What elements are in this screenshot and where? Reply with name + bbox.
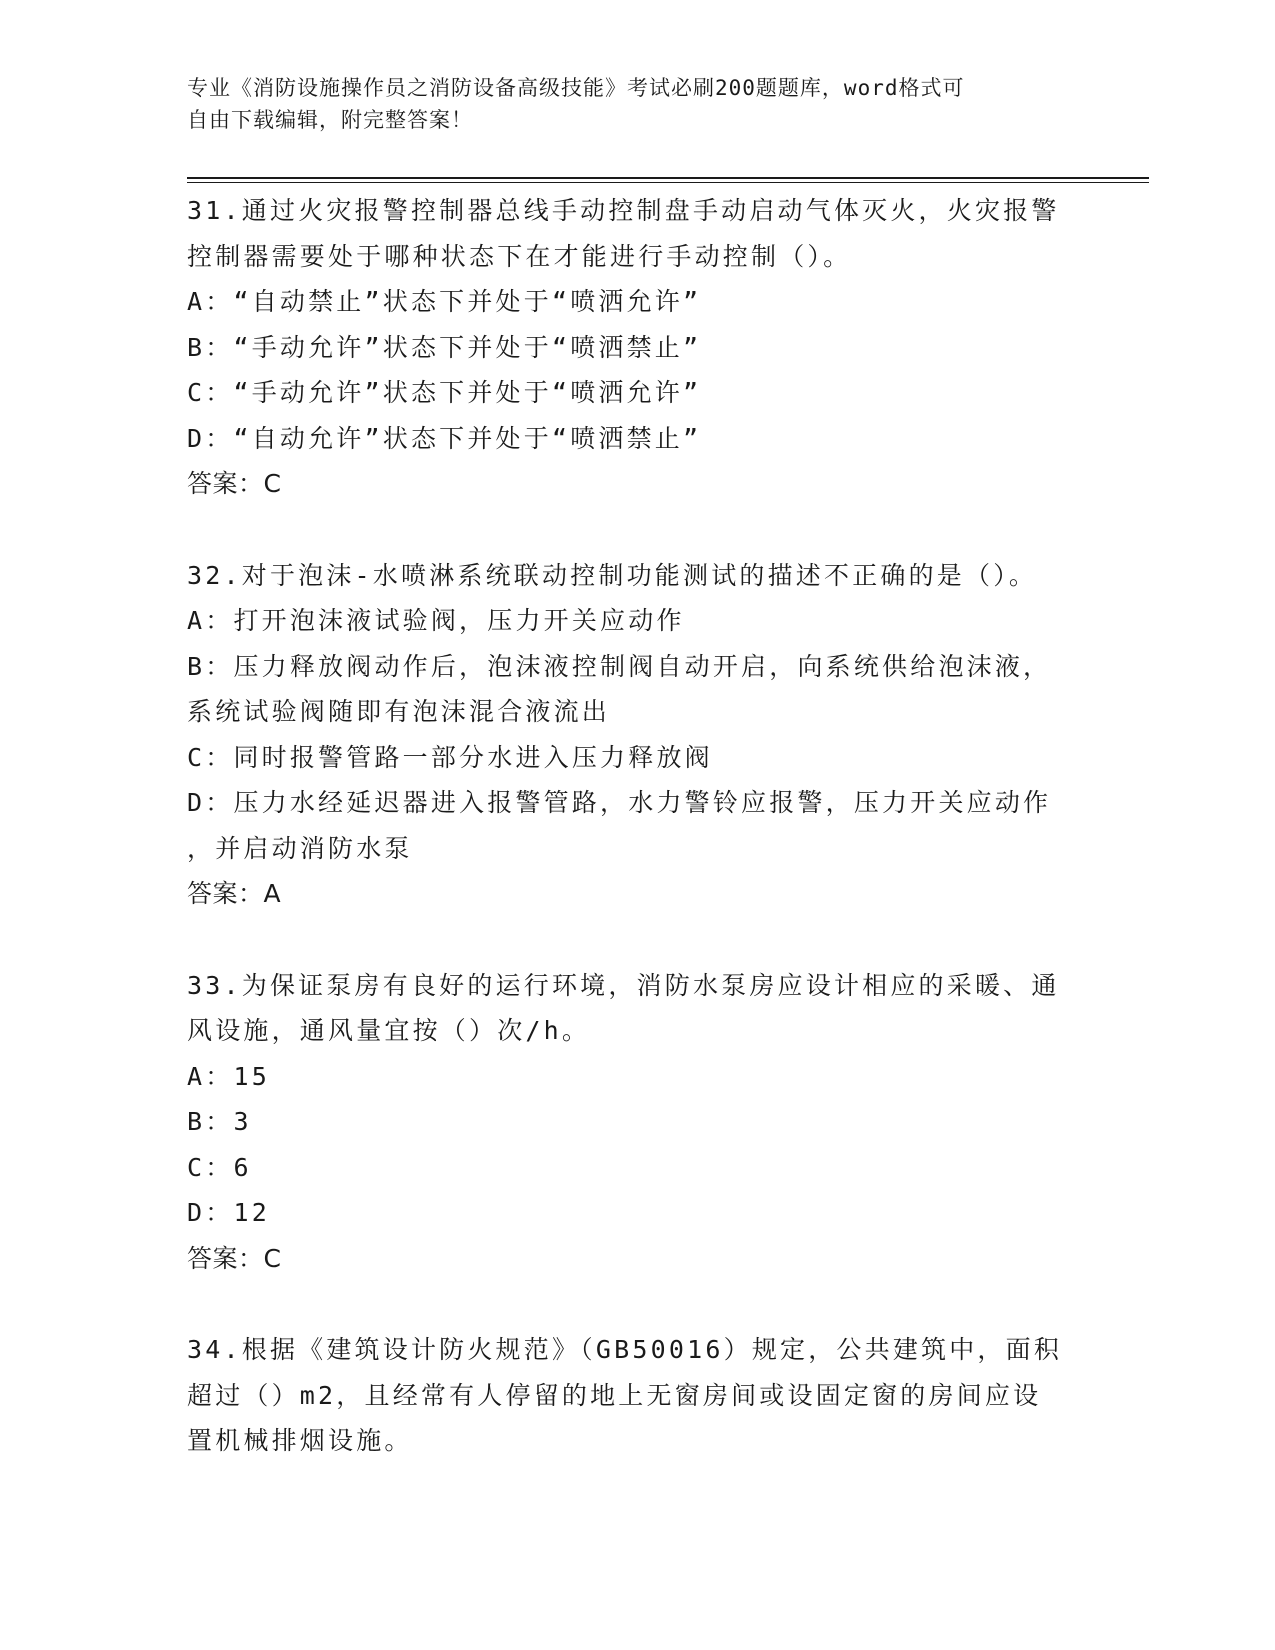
option-a: A：15 — [187, 1061, 270, 1091]
option-a: A：“自动禁止”状态下并处于“喷洒允许” — [187, 287, 702, 316]
question-stem-line: 34.根据《建筑设计防火规范》（GB50016）规定，公共建筑中，面积 — [187, 1335, 1063, 1364]
option-c: C：同时报警管路一部分水进入压力释放阀 — [187, 742, 713, 772]
question-31 — [187, 188, 1087, 507]
answer-line: 答案：A — [187, 879, 282, 908]
answer-line: 答案：C — [187, 1243, 282, 1273]
option-d: D：12 — [187, 1198, 270, 1227]
question-spacer — [187, 1281, 1087, 1327]
question-stem-line: 风设施，通风量宜按（）次/h。 — [187, 1016, 591, 1045]
header-divider-thick — [187, 177, 1149, 179]
header-line-1: 专业《消防设施操作员之消防设备高级技能》考试必刷200题题库，word格式可 — [187, 76, 965, 100]
question-stem-line: 超过（）m2，且经常有人停留的地上无窗房间或设固定窗的房间应设 — [187, 1380, 1042, 1410]
option-c: C：“手动允许”状态下并处于“喷洒允许” — [187, 378, 702, 407]
question-34 — [187, 1327, 1087, 1464]
option-d: D：压力水经延迟器进入报警管路，水力警铃应报警，压力开关应动作 — [187, 788, 1052, 817]
option-b: B：3 — [187, 1107, 252, 1136]
question-stem-line: 控制器需要处于哪种状态下在才能进行手动控制（）。 — [187, 241, 852, 271]
question-spacer — [187, 917, 1087, 963]
question-stem-line: 32.对于泡沫-水喷淋系统联动控制功能测试的描述不正确的是（）。 — [187, 560, 1038, 590]
document-header — [187, 72, 1067, 136]
answer-line: 答案：C — [187, 469, 282, 498]
option-b: B：压力释放阀动作后，泡沫液控制阀自动开启，向系统供给泡沫液， — [187, 651, 1052, 681]
option-b: B：“手动允许”状态下并处于“喷洒禁止” — [187, 332, 702, 362]
question-stem-line: 33.为保证泵房有良好的运行环境，消防水泵房应设计相应的采暖、通 — [187, 970, 1060, 1000]
option-b-continued: 系统试验阀随即有泡沫混合液流出 — [187, 697, 611, 726]
option-d-continued: ，并启动消防水泵 — [187, 833, 413, 863]
question-stem-line: 置机械排烟设施。 — [187, 1426, 413, 1455]
question-33 — [187, 963, 1087, 1282]
question-stem-line: 31.通过火灾报警控制器总线手动控制盘手动启动气体灭火，火灾报警 — [187, 196, 1060, 225]
question-list — [187, 188, 1087, 1464]
header-divider-thin — [187, 182, 1149, 183]
option-c: C：6 — [187, 1152, 252, 1182]
question-spacer — [187, 507, 1087, 553]
option-d: D：“自动允许”状态下并处于“喷洒禁止” — [187, 423, 702, 453]
header-line-2: 自由下载编辑，附完整答案！ — [187, 108, 473, 132]
question-32 — [187, 553, 1087, 917]
option-a: A：打开泡沫液试验阀，压力开关应动作 — [187, 606, 685, 635]
